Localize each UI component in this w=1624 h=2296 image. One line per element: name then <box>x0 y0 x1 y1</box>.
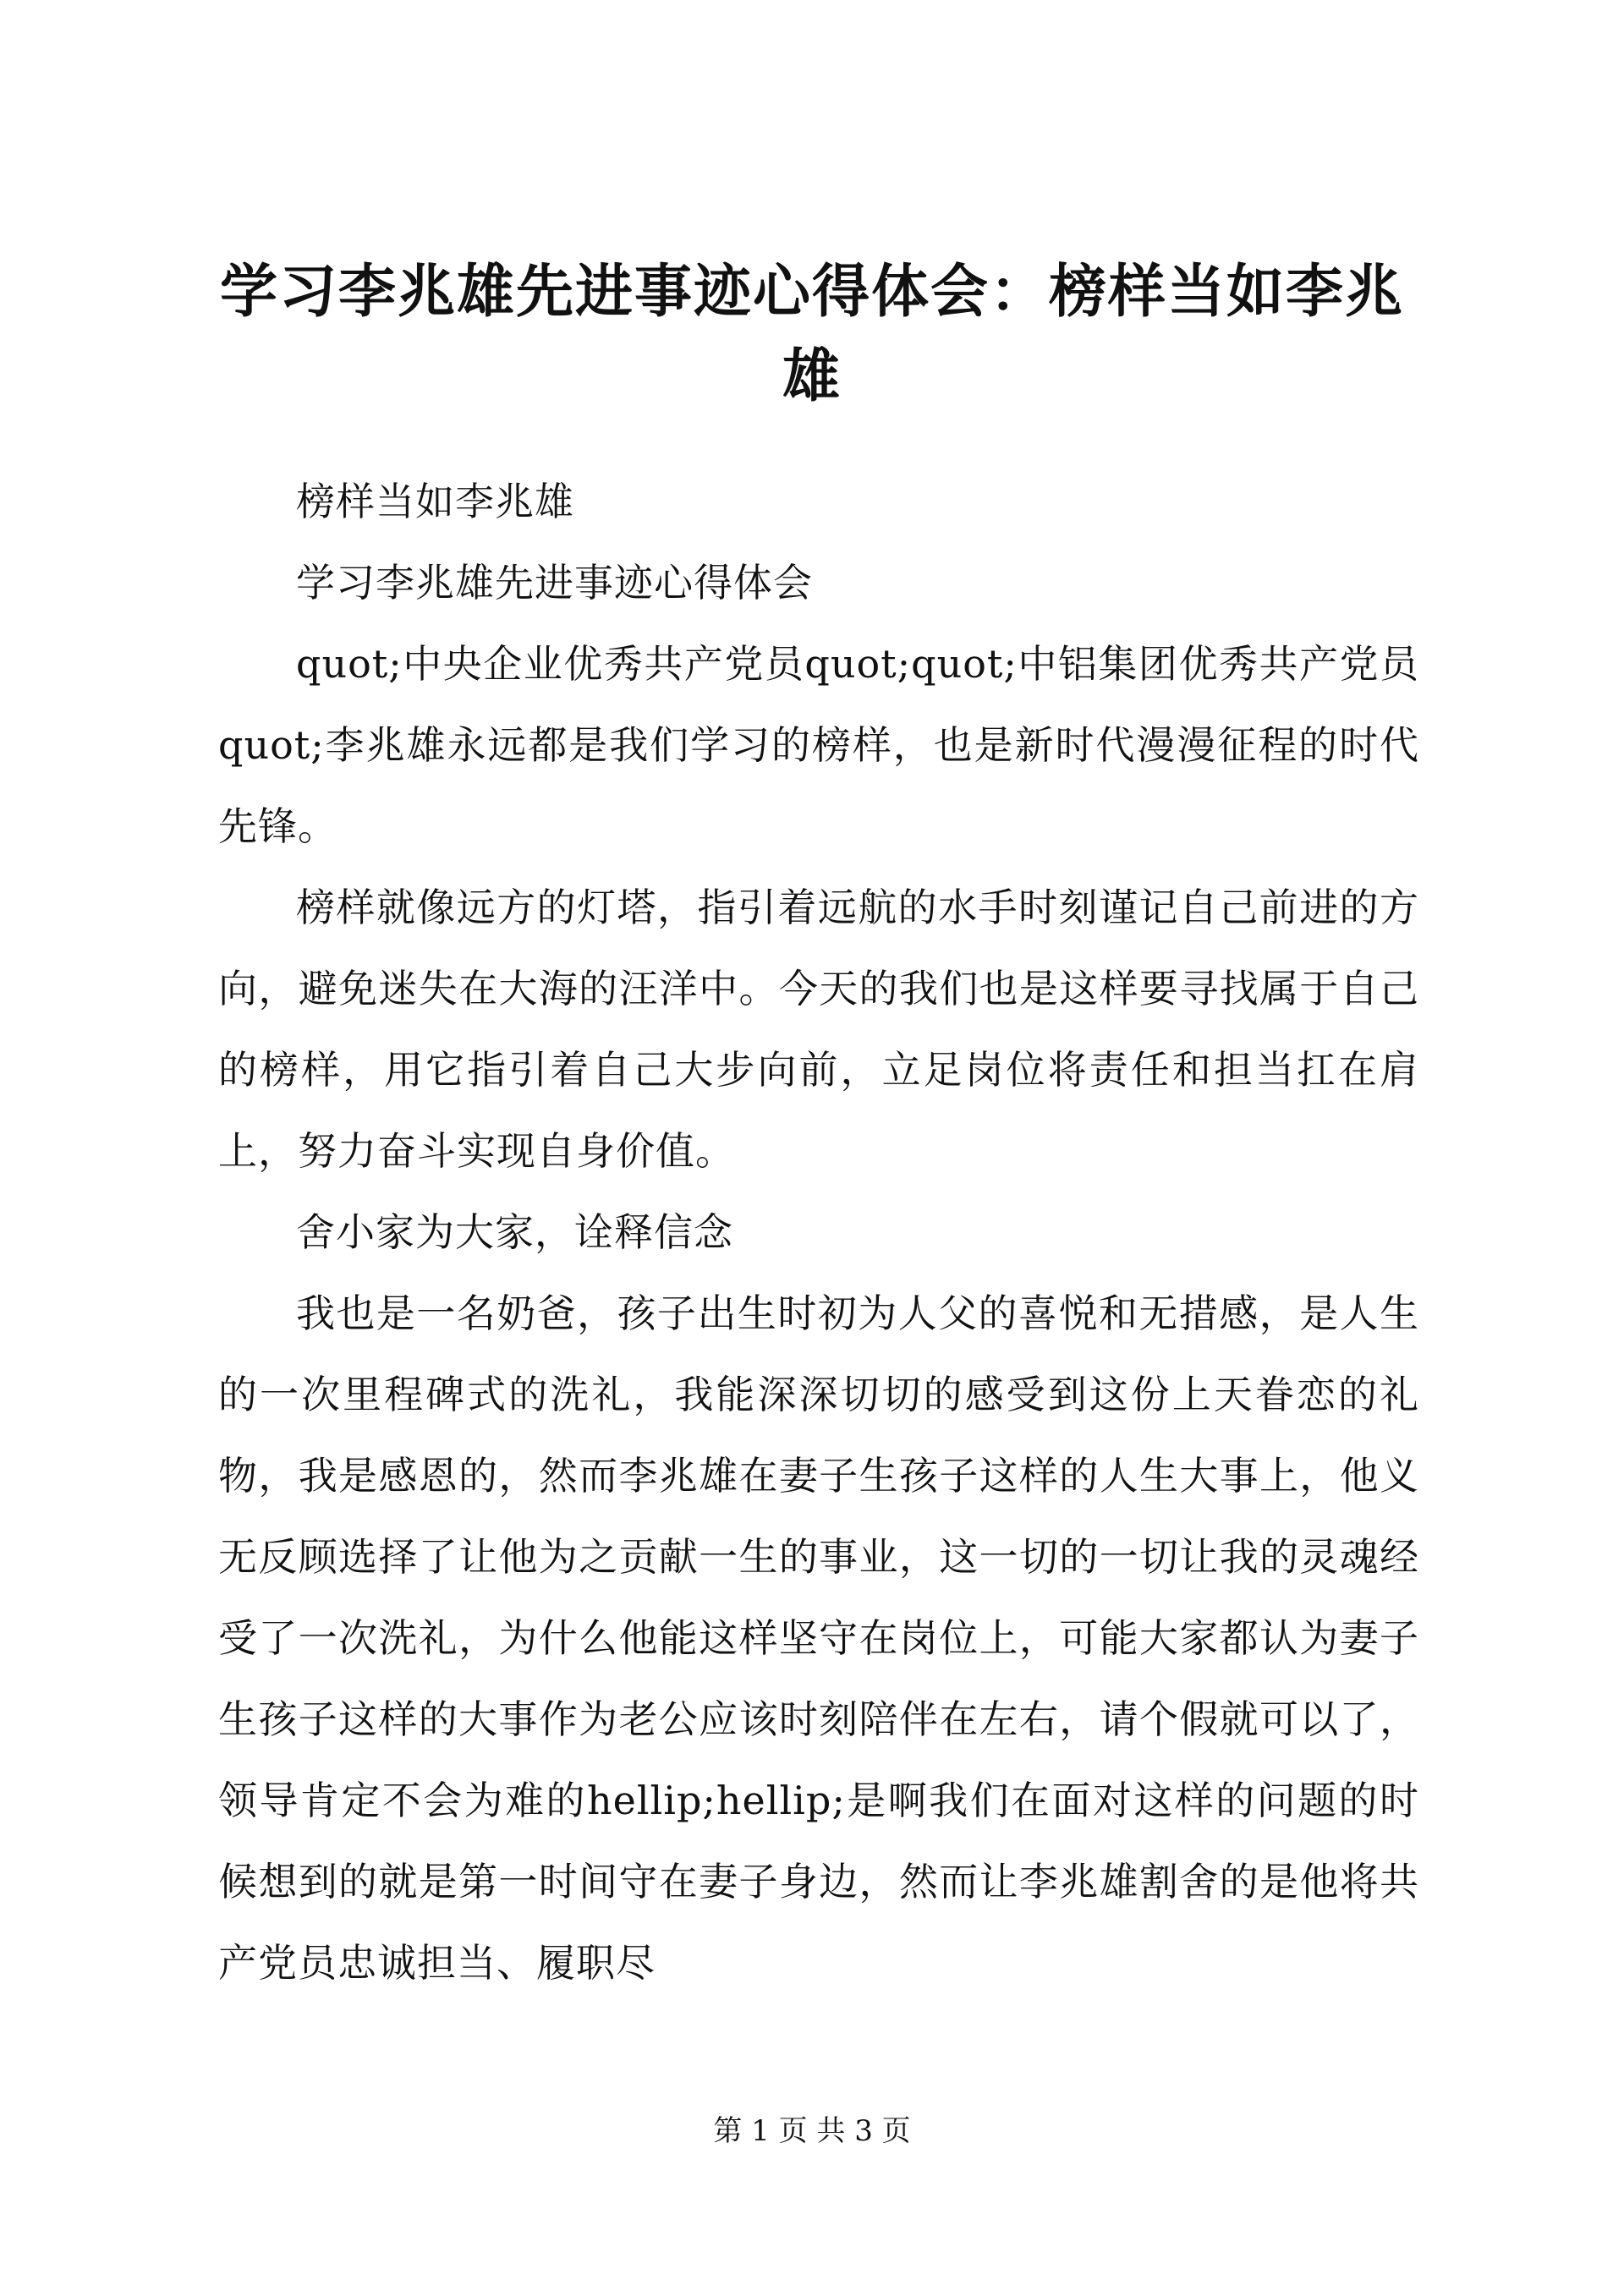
paragraph: 榜样就像远方的灯塔，指引着远航的水手时刻谨记自己前进的方向，避免迷失在大海的汪洋中。今天的我们也是这样要寻找属于自己的榜样，用它指引着自己大步向前，立足岗位将责任和担当扛在肩上，努力奋斗实现自身价值。 <box>218 885 1419 1174</box>
paragraph: 学习李兆雄先进事迹心得体会 <box>296 560 813 606</box>
paragraph: 舍小家为大家，诠释信念 <box>296 1209 733 1255</box>
document-body <box>218 461 1419 2003</box>
paragraph: quot;中央企业优秀共产党员quot;quot;中铝集团优秀共产党员quot;李兆雄永远都是我们学习的榜样，也是新时代漫漫征程的时代先锋。 <box>218 641 1419 849</box>
paragraph: 我也是一名奶爸，孩子出生时初为人父的喜悦和无措感，是人生的一次里程碑式的洗礼，我能深深切切的感受到这份上天眷恋的礼物，我是感恩的，然而李兆雄在妻子生孩子这样的人生大事上，他义无反顾选择了让他为之贡献一生的事业，这一切的一切让我的灵魂经受了一次洗礼，为什么他能这样坚守在岗位上，可能大家都认为妻子生孩子这样的大事作为老公应该时刻陪伴在左右，请个假就可以了，领导肯定不会为难的hellip;hellip;是啊我们在面对这样的问题的时候想到的就是第一时间守在妻子身边，然而让李兆雄割舍的是他将共产党员忠诚担当、履职尽 <box>218 1290 1419 1986</box>
document-title: 学习李兆雄先进事迹心得体会：榜样当如李兆雄 <box>219 258 1404 410</box>
paragraph: 榜样当如李兆雄 <box>296 479 574 524</box>
page-number-footer: 第 1 页 共 3 页 <box>713 2114 911 2148</box>
